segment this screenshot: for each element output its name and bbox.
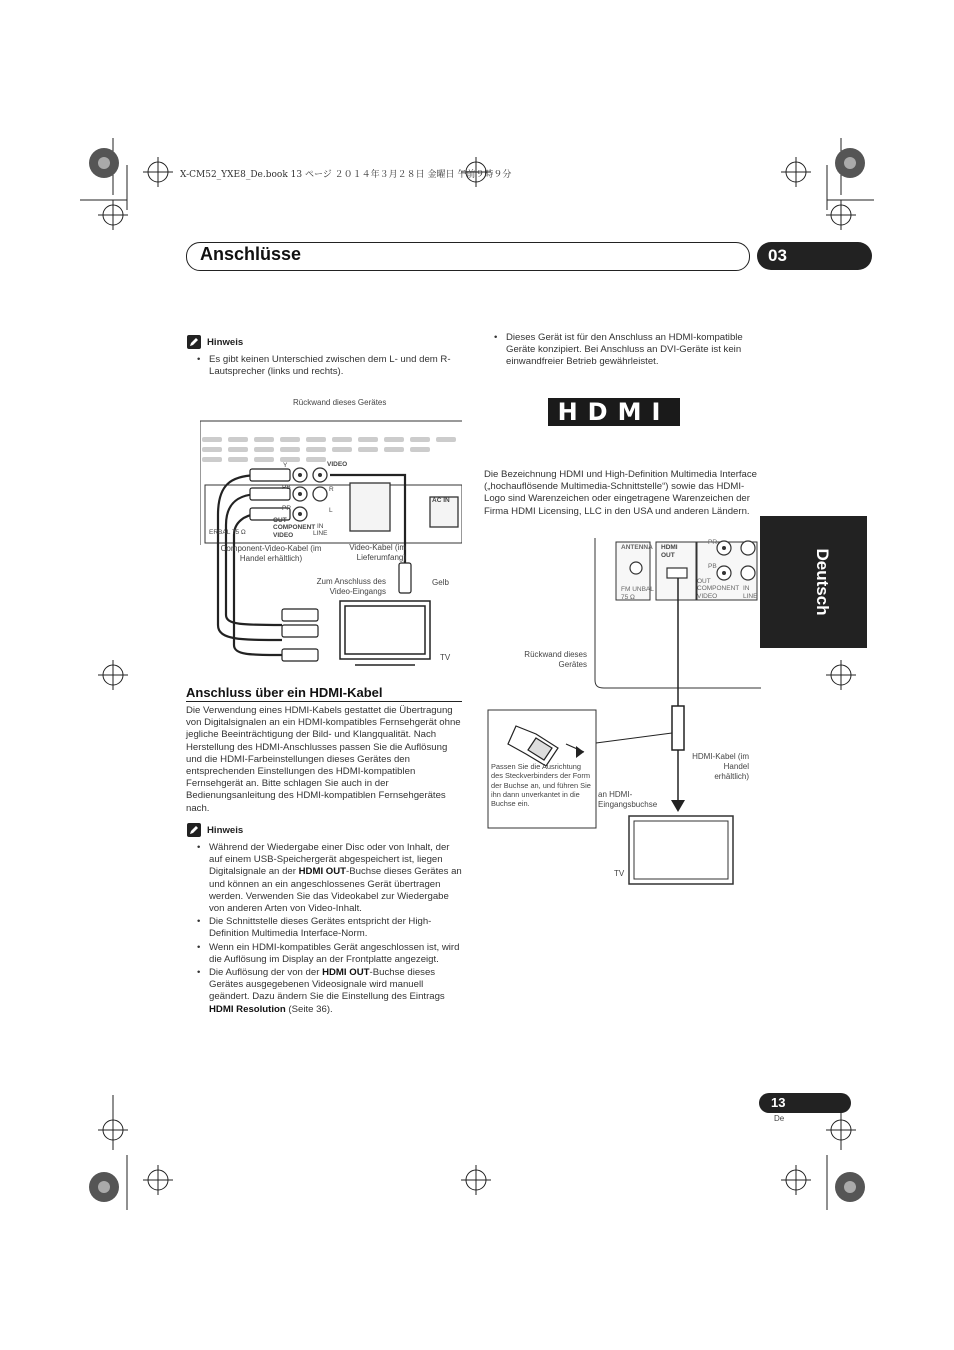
pr-label: PR [708,539,718,546]
rear-label-2: Rückwand dieses Gerätes [524,650,587,669]
panel-r-label: R [329,486,334,493]
pencil-icon [187,335,201,349]
panel-l-label: L [329,507,333,514]
hint-item: • Die Auflösung der von der HDMI OUT-Buchse dieses Gerätes ausgegebenen Videosignale wird manuell geändert. Dazu ändern Sie die Einstellung des Eintrags HDMI Resolution (Seite 36). [187,967,462,1016]
section-paragraph: Die Verwendung eines HDMI-Kabels gestattet die Übertragung von Digitalsignalen an ein HDMI-kompatibles Fernsehgerät ohne jegliche Beeinträchtigung der Bild- und Klangqualität. Nach Herstellung des HDMI-Anschlusses passen Sie die Auflösung und die HDMI-Farbeinstellungen dieses Gerätes den entsprechenden Einstellungen des HDMI-kompatiblen Fernsehgerät an. Bitte schlagen Sie auch in der Bedienungsanleitung des HDMI-kompatiblen Fernsehgerätes nach. [186,705,461,814]
dvi-note-item: • Dieses Gerät ist für den Anschluss an HDMI-kompatible Geräte konzipiert. Bei Anschluss an DVI-Geräte ist kein einwandfreier Betrieb gewährleistet. [484,332,759,369]
hdmi-cable-label: HDMI-Kabel (im Handel erhältlich) [692,752,749,781]
video-input-label: Zum Anschluss des Video-Eingangs [316,577,386,596]
hint-item: • Es gibt keinen Unterschied zwischen dem L- und dem R-Lautsprecher (links und rechts). [187,354,462,378]
fm-label: FM UNBAL 75 Ω [621,586,654,601]
panel-pr-label: PR [282,505,292,512]
pencil-icon [187,823,201,837]
antenna-label: ANTENNA [621,544,653,551]
section-underline [186,701,462,702]
hdmi-input-label: an HDMI-Eingangsbuchse [598,790,658,809]
chapter-badge [757,242,872,270]
panel-acin-label: AC IN [432,497,450,504]
page-number: 13 [771,1095,786,1110]
plug-note: Passen Sie die Ausrichtung des Steckverbinders der Form der Buchse an, und führen Sie ihn dann unverkantet in die Buchse ein. [491,762,591,809]
panel-video-label: VIDEO [327,461,348,468]
component-cable-label: Component-Video-Kabel (im Handel erhältlich) [220,544,322,563]
section-title: Anschluss über ein HDMI-Kabel [186,685,383,700]
page-number-pill [759,1093,851,1113]
in-line-label: IN LINE [743,585,758,600]
panel-component-label: COMPONENT VIDEO [273,524,316,539]
panel-pb-label: PB [282,484,291,491]
page-title: Anschlüsse [200,244,302,264]
chapter-number: 03 [768,246,787,265]
panel-line-label: LINE [313,530,328,537]
yellow-label: Gelb [432,578,449,587]
hdmi-logo [548,398,680,426]
panel-y-label: Y [283,462,288,469]
hdmi-out-label: HDMI OUT [661,544,678,559]
hint-block-1 [187,335,462,379]
hint-block-2 [187,823,462,1017]
panel-fm-label: ERBAL 75 Ω [209,529,246,536]
tv-label: TV [440,653,451,662]
hint-item: • Wenn ein HDMI-kompatibles Gerät angeschlossen ist, wird die Auflösung im Display an der Frontplatte angezeigt. [187,942,462,966]
hint-label: Hinweis [207,824,244,836]
hint-label: Hinweis [207,336,244,348]
trademark-text: Die Bezeichnung HDMI und High-Definition Multimedia Interface („hochauflösende Multimedia-Schnittstelle“) sowie das HDMI-Logo sind Warenzeichen oder eingetragene Warenzeichen der Firma HDMI Licensing, LLC in den USA und anderen Ländern. [484,469,758,517]
hdmi-logo-text: HDMI [557,398,671,426]
tv-label-2: TV [614,869,625,878]
video-cable-label: Video-Kabel (im Lieferumfang) [349,543,406,562]
dvi-note [484,332,759,370]
hint-item: • Während der Wiedergabe einer Disc oder von Inhalt, der auf einem USB-Speichergerät abgespeichert ist, liegen Digitalsignale an der HDMI OUT-Buchse dieses Gerätes an und können an ein angeschlossenes Gerät übertragen werden. Verwenden Sie das Videokabel zur Wiedergabe von anderen Arten von Video-Inhalt. [187,842,462,915]
panel-in-label: IN [317,523,324,530]
pb-label: PB [708,563,717,570]
component-label: COMPONENT VIDEO [697,585,740,600]
out-label: OUT [697,578,711,585]
print-header: X-CM52_YXE8_De.book 13 ページ ２０１４年３月２８日 金曜日 午前９時９分 [180,170,512,180]
diagram1-rear-label: Rückwand dieses Gerätes [293,398,387,407]
panel-out-label: OUT [273,517,287,524]
language-tab-label: Deutsch [813,548,832,616]
hint-item: • Die Schnittstelle dieses Gerätes entspricht der High-Definition Multimedia Interface-Norm. [187,916,462,940]
language-tab [760,516,867,648]
page-lang: De [774,1114,785,1123]
